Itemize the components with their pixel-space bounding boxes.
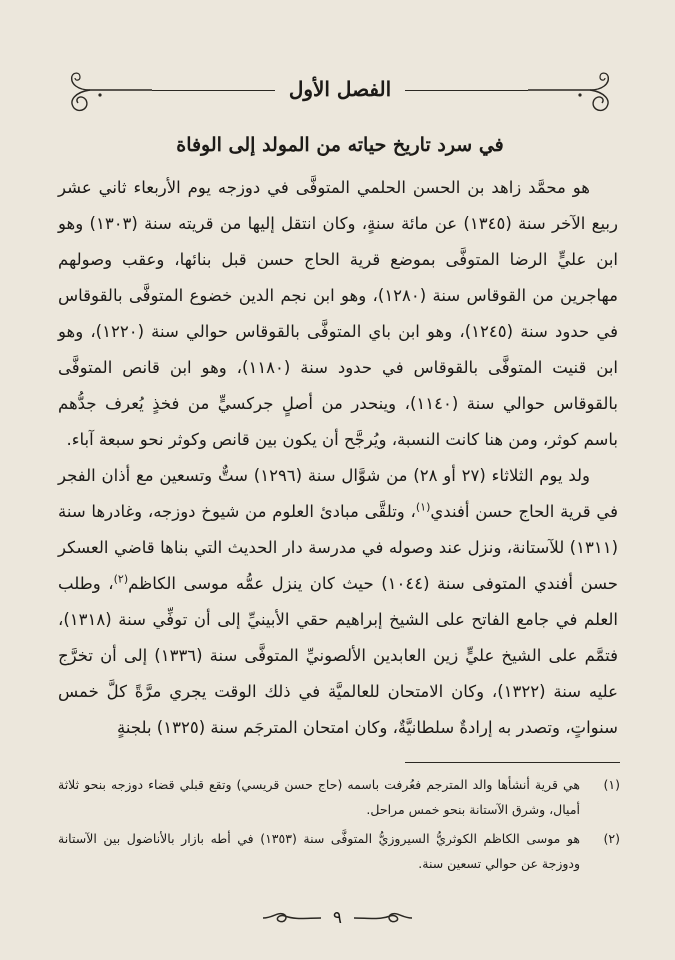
page-number: ٩ [332, 908, 343, 928]
paragraph-segment: ، وطلب العلم في جامع الفاتح على الشيخ إبراهيم حقي الأبينيِّ إلى أن توفِّي سنة (١٣١٨)، فتمَّم على الشيخ عليٍّ زين العابدين الألصونيِّ المتوفَّى سنة (١٣٣٦) إلى أن تخرَّج عليه سنة (١٣٢٢)، وكان الامتحان للعالميَّة في ذلك الوقت يجري مرَّةً كلَّ خمس سنواتٍ، وتصدر به إرادةٌ سلطانيَّةٌ، وكان امتحان المترجَم سنة (١٣٢٥) بلجنةٍ [58, 574, 618, 737]
paragraph [58, 458, 618, 746]
footnote-ref[interactable]: (٢) [113, 572, 129, 586]
chapter-title: الفصل الأول [275, 77, 405, 101]
footnotes [58, 772, 620, 880]
paragraph-segment: ، وتلقَّى مبادئ العلوم من شيوخ دوزجه، وغادرها سنة (١٣١١) للآستانة، ونزل عند وصوله في مدرسة دار الحديث التي بناها قاضي العسكر حسن أفندي المتوفى سنة (١٠٤٤) حيث كان ينزل عمُّه موسى الكاظم [58, 502, 618, 593]
paragraph: هو محمَّد زاهد بن الحسن الحلمي المتوفَّى في دوزجه يوم الأربعاء ثاني عشر ربيع الآخر سنة (١٣٤٥) عن مائة سنةٍ، وكان انتقل إليها من قريته سنة (١٣٠٣) وهو ابن عليٍّ الرضا المتوفَّى بموضع قرية الحاج حسن قبل بنائها، وعقب وصولهم مهاجرين من القوقاس سنة (١٢٨٠)، وهو ابن نجم الدين خضوع المتوفَّى بالقوقاس في حدود سنة (١٢٤٥)، وهو ابن باي المتوفَّى بالقوقاس حوالي سنة (١٢٢٠)، وهو ابن قنيت المتوفَّى بالقوقاس في حدود سنة (١١٨٠)، وهو ابن قانص المتوفَّى بالقوقاس حوالي سنة (١١٤٠)، وينحدر من أصلٍ جركسيٍّ من فخذٍ يُعرف جدُّهم باسم كوثر، ومن هنا كانت النسبة، ويُرجَّح أن يكون بين قانص وكوثر نحو سبعة آباء. [58, 178, 619, 449]
chapter-header [60, 70, 620, 116]
footnote-divider [405, 762, 620, 763]
footnote-ref[interactable]: (١) [415, 500, 431, 514]
corner-ornament-icon [528, 70, 620, 116]
footnote-number: (١) [603, 777, 620, 792]
flourish-icon [352, 908, 414, 928]
footnote [58, 826, 620, 876]
section-title: في سرد تاريخ حياته من المولد إلى الوفاة [176, 134, 504, 156]
footnote-text: هي قرية أنشأها والد المترجم فعُرفت باسمه (حاج حسن قريسي) وتقع قبلي قضاء دوزجه بنحو ثلاثة أميال، وشرق الآستانة بنحو خمس مراحل. [58, 777, 580, 817]
body-text [58, 170, 618, 746]
page-footer [0, 898, 675, 938]
paragraph-segment: ولد يوم الثلاثاء (٢٧ أو ٢٨) من شوَّال سنة (١٢٩٦) ستٌّ وتسعين مع أذان الفجر في قرية الحاج حسن أفندي [58, 466, 619, 521]
footnote [58, 772, 620, 822]
footnote-text: هو موسى الكاظم الكوثريُّ السيروزيُّ المتوفَّى سنة (١٣٥٣) في أطه بازار بالأناضول بين الآستانة ودوزجة عن حوالي تسعين سنة. [58, 831, 580, 871]
footnote-number: (٢) [603, 831, 620, 846]
flourish-icon [261, 908, 323, 928]
corner-ornament-icon [60, 70, 152, 116]
